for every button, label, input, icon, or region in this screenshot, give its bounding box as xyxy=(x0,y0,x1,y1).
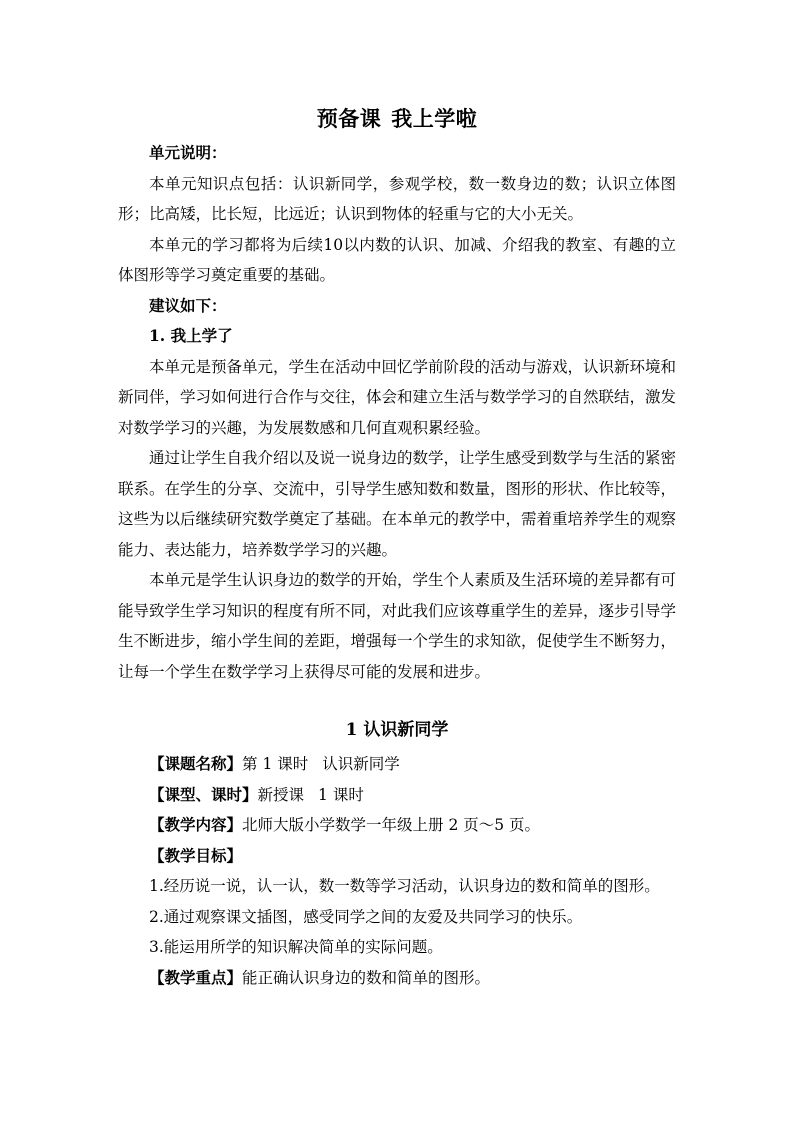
lesson-type-label: 【课型、课时】 xyxy=(149,784,258,804)
sub-heading: 1. 我上学了 xyxy=(149,326,233,345)
lesson-type-value: 新授课 xyxy=(257,785,305,804)
lesson-content-value: 北师大版小学数学一年级上册 2 页～5 页。 xyxy=(242,816,541,834)
lesson-content-label: 【教学内容】 xyxy=(149,815,243,834)
lesson-name-value-2: 认识新同学 xyxy=(322,755,400,773)
body-paragraph-1: 本单元是预备单元，学生在活动中回忆学前阶段的活动与游戏，认识新环境和新同伴，学习如何进行合作与交往，体会和建立生活与数学学习的自然联结，激发对数学学习的兴趣，为发展数感和几何直观积累经验。 xyxy=(118,357,677,437)
lesson-goals-row xyxy=(118,841,676,872)
lesson-name-label: 【课题名称】 xyxy=(149,754,243,773)
lesson-goal-3: 3.能运用所学的知识解决简单的实际问题。 xyxy=(149,938,443,956)
unit-heading: 单元说明： xyxy=(149,143,227,162)
lesson-key-value: 能正确认识身边的数和简单的图形。 xyxy=(242,968,491,987)
document-title xyxy=(118,104,676,134)
suggest-heading: 建议如下： xyxy=(149,295,227,315)
lesson-type-row xyxy=(118,780,676,811)
lesson-heading: 1 认识新同学 xyxy=(345,720,449,740)
lesson-name-value: 第 1 课时 xyxy=(242,755,309,773)
title-part-2: 我上学啦 xyxy=(391,106,478,131)
lesson-key-label: 【教学重点】 xyxy=(149,967,243,987)
title-part-1: 预备课 xyxy=(316,106,382,131)
body-paragraph-2: 通过让学生自我介绍以及说一说身边的数学，让学生感受到数学与生活的紧密联系。在学生的分享、交流中，引导学生感知数和数量，图形的形状、作比较等，这些为以后继续研究数学奠定了基础。在本单元的教学中，需着重培养学生的观察能力、表达能力，培养数学学习的兴趣。 xyxy=(118,449,677,559)
lesson-type-value-2: 1 课时 xyxy=(318,785,364,804)
lesson-goal-2: 2.通过观察课文插图，感受同学之间的友爱及共同学习的快乐。 xyxy=(149,907,583,926)
lesson-goal-1: 1.经历说一说，认一认，数一数等学习活动，认识身边的数和简单的图形。 xyxy=(149,877,660,895)
unit-paragraph-1: 本单元知识点包括：认识新同学，参观学校，数一数身边的数；认识立体图形；比高矮，比长短，比远近；认识到物体的轻重与它的大小无关。 xyxy=(118,174,676,223)
lesson-name-row xyxy=(118,749,676,780)
body-paragraph-3: 本单元是学生认识身边的数学的开始，学生个人素质及生活环境的差异都有可能导致学生学习知识的程度有所不同，对此我们应该尊重学生的差异，逐步引导学生不断进步，缩小学生间的差距，增强每一个学生的求知欲，促使学生不断努力，让每一个学生在数学学习上获得尽可能的发展和进步。 xyxy=(118,571,677,681)
lesson-goals-label: 【教学目标】 xyxy=(149,845,243,865)
lesson-content-row xyxy=(118,810,676,841)
lesson-key-row xyxy=(118,963,676,994)
unit-paragraph-2: 本单元的学习都将为后续10以内数的认识、加减、介绍我的教室、有趣的立体图形等学习奠定重要的基础。 xyxy=(118,235,676,284)
